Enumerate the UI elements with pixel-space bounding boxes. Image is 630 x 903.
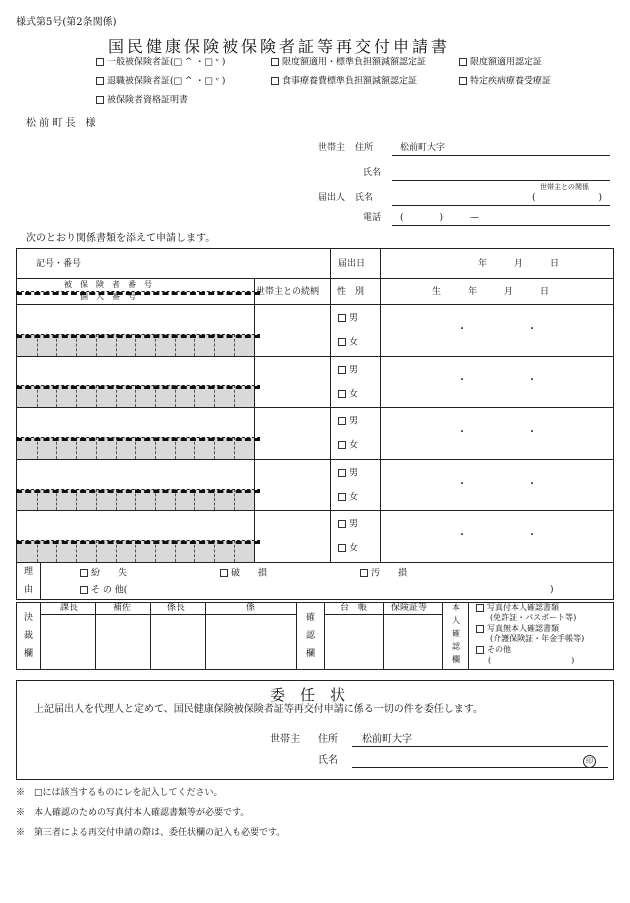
reporter-name-label: 氏名: [355, 193, 374, 203]
relation-field[interactable]: ( ): [532, 193, 603, 203]
insured-number-field[interactable]: [20, 409, 250, 435]
reporter-label: 届出人: [318, 193, 346, 203]
option-general-card[interactable]: 一般被保険者証(□ ^ ・□ ᵛ ): [96, 58, 225, 68]
id-label-2: 人: [452, 616, 460, 625]
id-label-5: 欄: [452, 655, 460, 664]
decision-label-1: 決: [24, 613, 34, 623]
checkbox-icon[interactable]: [338, 441, 346, 449]
report-date-label: 届出日: [338, 259, 366, 269]
checkbox-icon[interactable]: [338, 366, 346, 374]
birthdate-field[interactable]: [384, 306, 610, 354]
gender-male-option[interactable]: 男: [338, 417, 358, 427]
option-retired-card[interactable]: 退職被保険者証(□ ^ ・□ ᵛ ): [96, 77, 225, 87]
confirm-label-3: 欄: [306, 649, 316, 659]
form-number: 様式第5号(第2条関係): [16, 17, 117, 28]
householder-label: 世帯主: [318, 143, 346, 153]
checkbox-icon[interactable]: [220, 569, 228, 577]
report-date-field[interactable]: 年 月 日: [478, 259, 560, 269]
checkbox-icon[interactable]: [338, 544, 346, 552]
reporter-name-field[interactable]: [392, 205, 610, 206]
delegation-name-label: 氏名: [318, 755, 338, 766]
relation-field[interactable]: [258, 358, 328, 406]
decision-label-3: 欄: [24, 649, 34, 659]
phone-field[interactable]: ( ) —: [400, 213, 480, 223]
checkbox-icon[interactable]: [96, 58, 104, 66]
birthdate-separator: ・: [457, 427, 467, 438]
relation-label: 世帯主との関係: [540, 183, 589, 191]
address-label: 住所: [355, 143, 374, 153]
relation-header: 世帯主との続柄: [256, 287, 320, 297]
checkbox-icon[interactable]: [338, 493, 346, 501]
birthdate-field[interactable]: [384, 409, 610, 457]
record-number-label: 記号・番号: [36, 259, 82, 269]
option-specific-disease[interactable]: 特定疾病療養受療証: [459, 77, 551, 87]
gender-female-option[interactable]: 女: [338, 544, 358, 554]
checkbox-icon[interactable]: [476, 604, 484, 612]
relation-field[interactable]: [258, 306, 328, 354]
birthdate-field[interactable]: [384, 512, 610, 560]
delegation-householder-label: 世帯主: [270, 734, 300, 745]
birthdate-separator: ・: [457, 323, 467, 335]
phone-label: 電話: [363, 213, 382, 223]
birthdate-separator: ・: [527, 427, 537, 438]
decision-col-staff: 係: [246, 603, 256, 613]
reason-broken[interactable]: 破 損: [220, 569, 267, 579]
delegation-address-label: 住所: [318, 734, 338, 745]
id-label-4: 認: [452, 642, 460, 651]
reason-other[interactable]: そ の 他(: [80, 586, 127, 596]
note-2: ※ 本人確認のための写真付本人確認書類等が必要です。: [16, 808, 250, 818]
checkbox-icon[interactable]: [338, 417, 346, 425]
confirm-label-1: 確: [306, 613, 316, 623]
checkbox-icon[interactable]: [360, 569, 368, 577]
name-label: 氏名: [363, 168, 382, 178]
gender-header: 性 別: [337, 287, 365, 297]
insured-number-field[interactable]: [20, 512, 250, 538]
seal-icon: 印: [583, 755, 596, 768]
birthdate-header: 生 年 月 日: [432, 287, 550, 297]
reason-label-1: 理: [24, 567, 34, 577]
confirm-col-ledger: 台 帳: [340, 603, 368, 613]
birthdate-separator: ・: [527, 323, 537, 335]
insured-number-field[interactable]: [20, 358, 250, 384]
option-limit-applied[interactable]: 限度額適用認定証: [459, 58, 542, 68]
checkbox-icon[interactable]: [96, 96, 104, 104]
gender-male-option[interactable]: 男: [338, 314, 358, 324]
id-nophoto-examples: (介護保険証・年金手帳等): [490, 634, 585, 643]
birthdate-field[interactable]: [384, 358, 610, 406]
confirm-label-2: 認: [306, 631, 316, 641]
checkbox-icon[interactable]: [80, 569, 88, 577]
decision-label-2: 裁: [24, 631, 34, 641]
checkbox-icon[interactable]: [96, 77, 104, 85]
delegation-body: 上記届出人を代理人と定めて、国民健康保険被保険者証等再交付申請に係る一切の件を委任します。: [34, 704, 483, 715]
checkbox-icon[interactable]: [338, 390, 346, 398]
decision-col-assistant: 補佐: [113, 603, 132, 613]
birthdate-separator: ・: [457, 478, 467, 490]
insured-number-field[interactable]: [20, 461, 250, 487]
address-field[interactable]: 松前町大字: [400, 143, 446, 153]
checkbox-icon[interactable]: [338, 520, 346, 528]
id-label-3: 確: [452, 629, 460, 638]
checkbox-icon[interactable]: [476, 625, 484, 633]
note-1: ※ □には該当するものにレを記入してください。: [16, 788, 223, 798]
checkbox-icon[interactable]: [476, 646, 484, 654]
checkbox-icon[interactable]: [271, 58, 279, 66]
delegation-title: 委 任 状: [270, 686, 346, 704]
delegation-name-field[interactable]: [352, 767, 608, 768]
checkbox-icon[interactable]: [338, 314, 346, 322]
relation-field[interactable]: [258, 512, 328, 560]
insured-number-field[interactable]: [20, 306, 250, 332]
checkbox-icon[interactable]: [459, 58, 467, 66]
checkbox-icon[interactable]: [338, 469, 346, 477]
personal-number-header: 個 人 番 号: [80, 292, 136, 301]
checkbox-icon[interactable]: [338, 338, 346, 346]
birthdate-separator: ・: [527, 375, 537, 387]
checkbox-icon[interactable]: [80, 586, 88, 594]
reason-other-close: ): [550, 585, 554, 595]
birthdate-separator: ・: [457, 375, 467, 387]
id-photo-examples: (免許証・パスポート等): [490, 613, 577, 622]
birthdate-separator: ・: [457, 530, 467, 542]
gender-female-option[interactable]: 女: [338, 441, 358, 451]
insured-number-header: 被 保 険 者 番 号: [64, 280, 152, 289]
reason-label-2: 由: [24, 585, 34, 595]
id-photo-option[interactable]: 写真付本人確認書類: [476, 604, 559, 612]
option-meal-reduction[interactable]: 食事療養費標準負担額減額認定証: [271, 77, 417, 87]
page-title: 国民健康保険被保険者証等再交付申請書: [108, 37, 451, 56]
reason-lost[interactable]: 紛 失: [80, 569, 127, 579]
gender-male-option[interactable]: 男: [338, 520, 358, 530]
relation-field[interactable]: [258, 461, 328, 509]
checkbox-icon[interactable]: [459, 77, 467, 85]
gender-female-option[interactable]: 女: [338, 338, 358, 348]
id-label-1: 本: [452, 603, 460, 612]
name-field[interactable]: [392, 180, 610, 181]
reason-dirty[interactable]: 汚 損: [360, 569, 407, 579]
confirm-col-insurance: 保険証等: [391, 603, 428, 613]
id-other-option[interactable]: その他: [476, 646, 511, 654]
note-3: ※ 第三者による再交付申請の際は、委任状欄の記入も必要です。: [16, 828, 286, 838]
birthdate-separator: ・: [527, 478, 537, 490]
intro-text: 次のとおり関係書類を添えて申請します。: [26, 233, 216, 244]
gender-female-option[interactable]: 女: [338, 493, 358, 503]
option-limit-reduction[interactable]: 限度額適用・標準負担額減額認定証: [271, 58, 426, 68]
checkbox-icon[interactable]: [271, 77, 279, 85]
birthdate-field[interactable]: [384, 461, 610, 509]
option-eligibility-cert[interactable]: 被保険者資格証明書: [96, 96, 188, 106]
decision-col-chief: 係長: [167, 603, 186, 613]
gender-male-option[interactable]: 男: [338, 366, 358, 376]
gender-female-option[interactable]: 女: [338, 390, 358, 400]
birthdate-separator: ・: [527, 530, 537, 542]
id-other-field[interactable]: ( ): [488, 656, 575, 665]
relation-field[interactable]: [258, 409, 328, 457]
id-nophoto-option[interactable]: 写真無本人確認書類: [476, 625, 559, 633]
addressee: 松 前 町 長 様: [26, 118, 96, 129]
decision-col-manager: 課長: [60, 603, 79, 613]
gender-male-option[interactable]: 男: [338, 469, 358, 479]
delegation-address-field[interactable]: 松前町大字: [362, 734, 412, 745]
